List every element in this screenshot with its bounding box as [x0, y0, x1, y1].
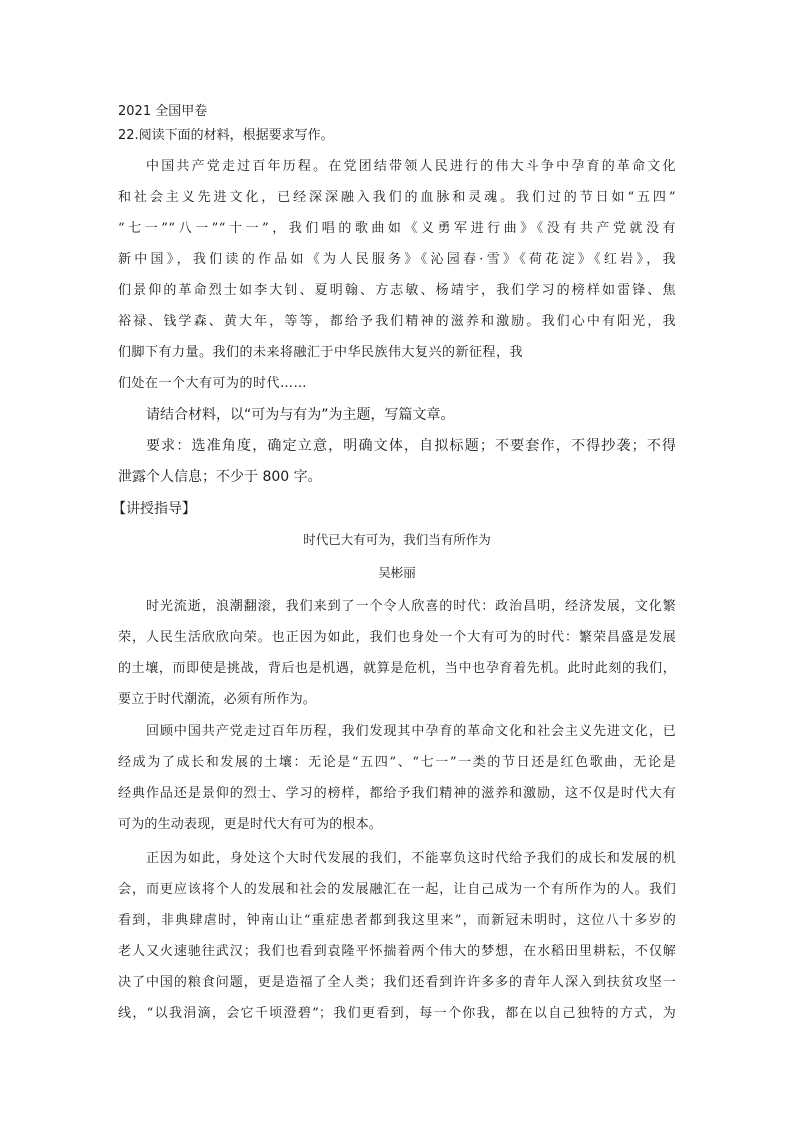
essay-line: 线，“以我涓滴，会它千顷澄碧”；我们更看到，每一个你我，都在以自己独特的方式，为 [118, 1006, 676, 1021]
writing-instruction: 请结合材料，以“可为与有为”为主题，写篇文章。 [146, 407, 455, 423]
material-line: 新中国》，我们读的作品如《为人民服务》《沁园春·雪》《荷花淀》《红岩》，我 [118, 252, 676, 267]
essay-line: 看到，非典肆虐时，钟南山让“重症患者都到我这里来”，而新冠未明时，这位八十多岁的 [118, 913, 676, 928]
essay-title: 时代已大有可为，我们当有所作为 [303, 532, 491, 547]
material-line: 们脚下有力量。我们的未来将融汇于中华民族伟大复兴的新征程，我 [118, 345, 524, 360]
essay-line: 决了中国的粮食问题，更是造福了全人类；我们还看到许许多多的青年人深入到扶贫攻坚一 [118, 975, 676, 990]
essay-line: 的土壤，而即使是挑战，背后也是机遇，就算是危机，当中也孕育着先机。此时此刻的我们， [118, 661, 676, 676]
guide-heading: 【讲授指导】 [112, 501, 196, 517]
material-line: 们处在一个大有可为的时代…… [118, 376, 308, 391]
essay-line: 经典作品还是景仰的烈士、学习的榜样，都给予我们精神的滋养和激励，这不仅是时代大有 [118, 786, 676, 801]
essay-line: 老人又火速驰往武汉；我们也看到袁隆平怀揣着两个伟大的梦想，在水稻田里耕耘，不仅解 [118, 944, 676, 959]
essay-author: 吴彬丽 [378, 565, 416, 580]
material-line: “七一”“八一”“十一”，我们唱的歌曲如《义勇军进行曲》《没有共产党就没有 [118, 221, 676, 236]
essay-line: 回顾中国共产党走过百年历程，我们发现其中孕育的革命文化和社会主义先进文化，已 [146, 724, 676, 739]
essay-line: 时光流逝，浪潮翻滚，我们来到了一个令人欣喜的时代：政治昌明，经济发展，文化繁 [146, 599, 676, 614]
material-line: 们景仰的革命烈士如李大钊、夏明翰、方志敏、杨靖宇，我们学习的榜样如雷锋、焦 [118, 283, 676, 298]
material-line: 和社会主义先进文化，已经深深融入我们的血脉和灵魂。我们过的节日如“五四” [118, 190, 676, 205]
essay-line: 经成为了成长和发展的土壤：无论是“五四”、“七一”一类的节日还是红色歌曲，无论是 [118, 755, 676, 770]
essay-line: 会，而更应该将个人的发展和社会的发展融汇在一起，让自己成为一个有所作为的人。我们 [118, 882, 676, 897]
essay-line: 正因为如此，身处这个大时代发展的我们，不能辜负这时代给予我们的成长和发展的机 [146, 851, 676, 866]
essay-line: 可为的生动表现，更是时代大有可为的根本。 [118, 817, 383, 832]
writing-requirements: 泄露个人信息；不少于 800 字。 [118, 469, 322, 485]
essay-line: 要立于时代潮流，必须有所作为。 [118, 692, 317, 707]
question-prompt: 22.阅读下面的材料，根据要求写作。 [118, 128, 334, 143]
exam-label: 2021 全国甲卷 [118, 104, 208, 119]
material-line: 裕禄、钱学森、黄大年，等等，都给予我们精神的滋养和激励。我们心中有阳光，我 [118, 314, 676, 329]
essay-line: 荣，人民生活欣欣向荣。也正因为如此，我们也身处一个大有可为的时代：繁荣昌盛是发展 [118, 630, 676, 645]
writing-requirements: 要求：选准角度，确定立意，明确文体，自拟标题；不要套作，不得抄袭；不得 [146, 438, 676, 454]
material-line: 中国共产党走过百年历程。在党团结带领人民进行的伟大斗争中孕育的革命文化 [146, 159, 676, 174]
